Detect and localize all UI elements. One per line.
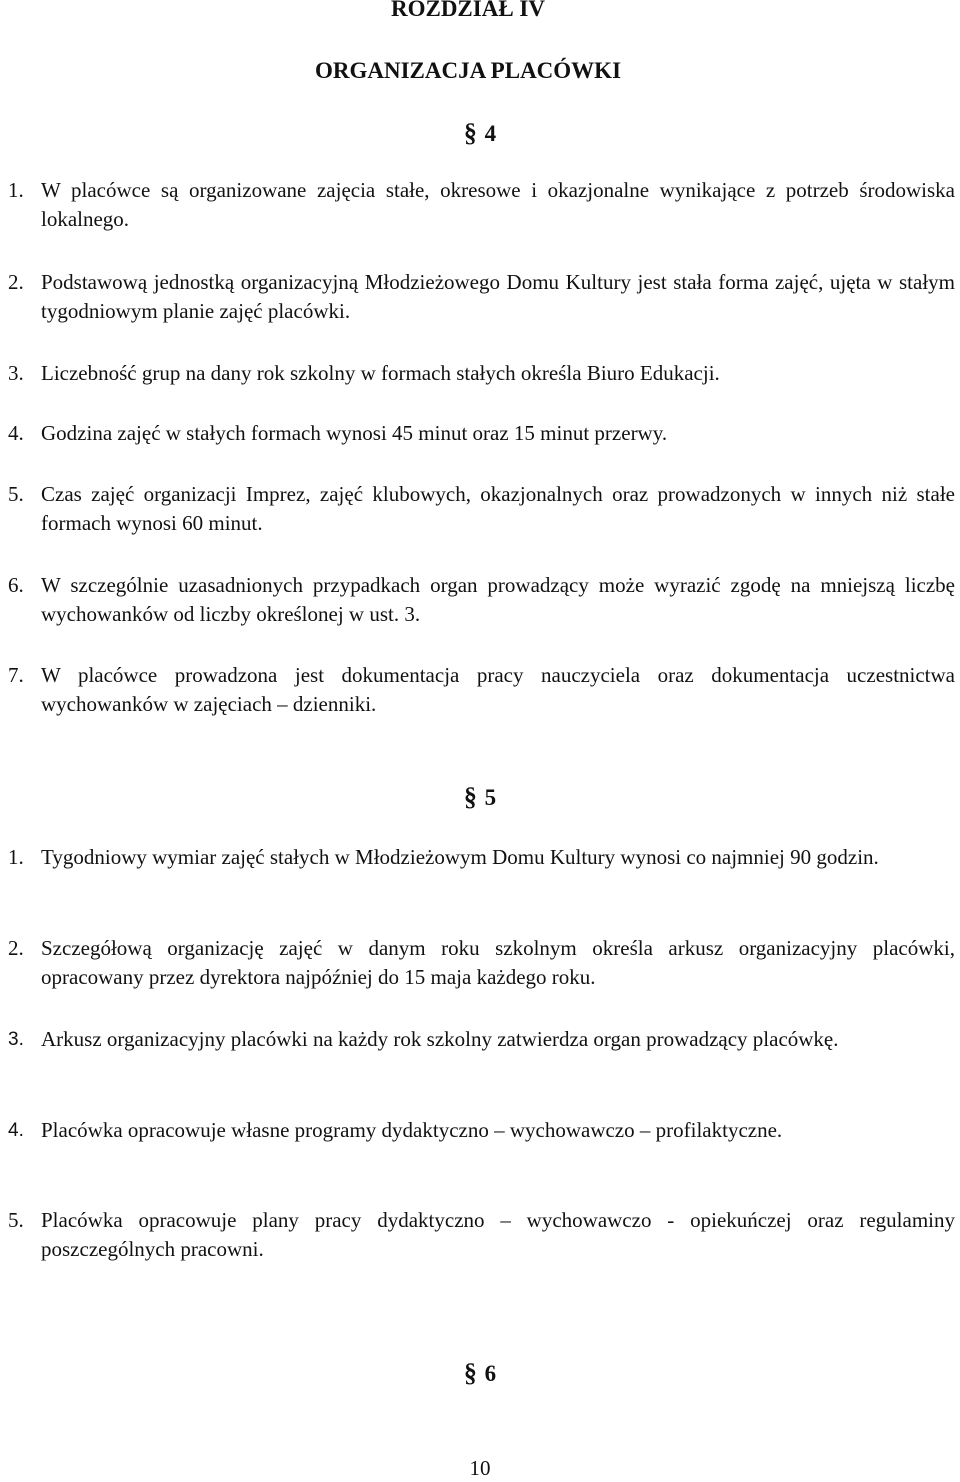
item-number: 3.: [8, 361, 24, 385]
list-item-4-2: [8, 268, 955, 326]
item-text: Godzina zajęć w stałych formach wynosi 45 minut oraz 15 minut przerwy.: [41, 421, 668, 445]
item-number: 2.: [8, 936, 24, 960]
item-number: 4.: [8, 1120, 24, 1141]
list-item-4-3: [8, 359, 955, 388]
item-number: 5.: [8, 1208, 24, 1232]
item-number: 1.: [8, 845, 24, 869]
item-text: Placówka opracowuje plany pracy dydaktyczno – wychowawczo - opiekuńczej oraz regulaminy poszczególnych pracowni.: [41, 1208, 955, 1261]
section-sign: §: [463, 1358, 477, 1387]
item-text: W szczególnie uzasadnionych przypadkach organ prowadzący może wyrazić zgodę na mniejszą liczbę wychowanków od liczby określonej w ust. 3.: [41, 573, 955, 626]
item-number: 7.: [8, 663, 24, 687]
list-item-4-4: [8, 419, 955, 448]
paragraph-heading-4: [0, 118, 960, 148]
paragraph-number: 6: [484, 1361, 497, 1386]
item-number: 6.: [8, 573, 24, 597]
item-number: 4.: [8, 421, 24, 445]
item-number: 1.: [8, 178, 24, 202]
item-text: Liczebność grup na dany rok szkolny w formach stałych określa Biuro Edukacji.: [41, 361, 720, 385]
page-number: 10: [469, 1456, 491, 1480]
paragraph-heading-5: [0, 782, 960, 812]
paragraph-heading-6: [0, 1358, 960, 1388]
list-item-5-2: [8, 934, 955, 992]
list-item-5-3: [8, 1025, 955, 1054]
list-item-4-6: [8, 571, 955, 629]
item-number: 5.: [8, 482, 24, 506]
item-text: Podstawową jednostką organizacyjną Młodzieżowego Domu Kultury jest stała forma zajęć, ujęta w stałym tygodniowym planie zajęć placówki.: [41, 270, 955, 323]
section-sign: §: [463, 118, 477, 147]
item-text: Tygodniowy wymiar zajęć stałych w Młodzieżowym Domu Kultury wynosi co najmniej 90 godzin.: [41, 845, 879, 869]
chapter-title: ORGANIZACJA PLACÓWKI: [314, 58, 622, 83]
item-text: W placówce prowadzona jest dokumentacja pracy nauczyciela oraz dokumentacja uczestnictwa wychowanków w zajęciach – dzienniki.: [41, 663, 955, 716]
list-item-4-5: [8, 480, 955, 538]
paragraph-number: 5: [484, 785, 497, 810]
item-number: 3.: [8, 1029, 24, 1050]
item-number: 2.: [8, 270, 24, 294]
item-text: W placówce są organizowane zajęcia stałe, okresowe i okazjonalne wynikające z potrzeb środowiska lokalnego.: [41, 178, 955, 231]
item-text: Arkusz organizacyjny placówki na każdy rok szkolny zatwierdza organ prowadzący placówkę.: [41, 1027, 839, 1051]
item-text: Placówka opracowuje własne programy dydaktyczno – wychowawczo – profilaktyczne.: [41, 1118, 783, 1142]
chapter-number: ROZDZIAŁ IV: [390, 0, 545, 21]
section-sign: §: [463, 782, 477, 811]
list-item-5-4: [8, 1116, 955, 1145]
item-text: Szczegółową organizację zajęć w danym roku szkolnym określa arkusz organizacyjny placówki, opracowany przez dyrektora najpóźniej do 15 maja każdego roku.: [41, 936, 955, 989]
paragraph-number: 4: [484, 121, 497, 146]
list-item-4-7: [8, 661, 955, 719]
list-item-5-1: [8, 843, 955, 872]
list-item-4-1: [8, 176, 955, 234]
item-text: Czas zajęć organizacji Imprez, zajęć klubowych, okazjonalnych oraz prowadzonych w innych niż stałe formach wynosi 60 minut.: [41, 482, 955, 535]
list-item-5-5: [8, 1206, 955, 1264]
